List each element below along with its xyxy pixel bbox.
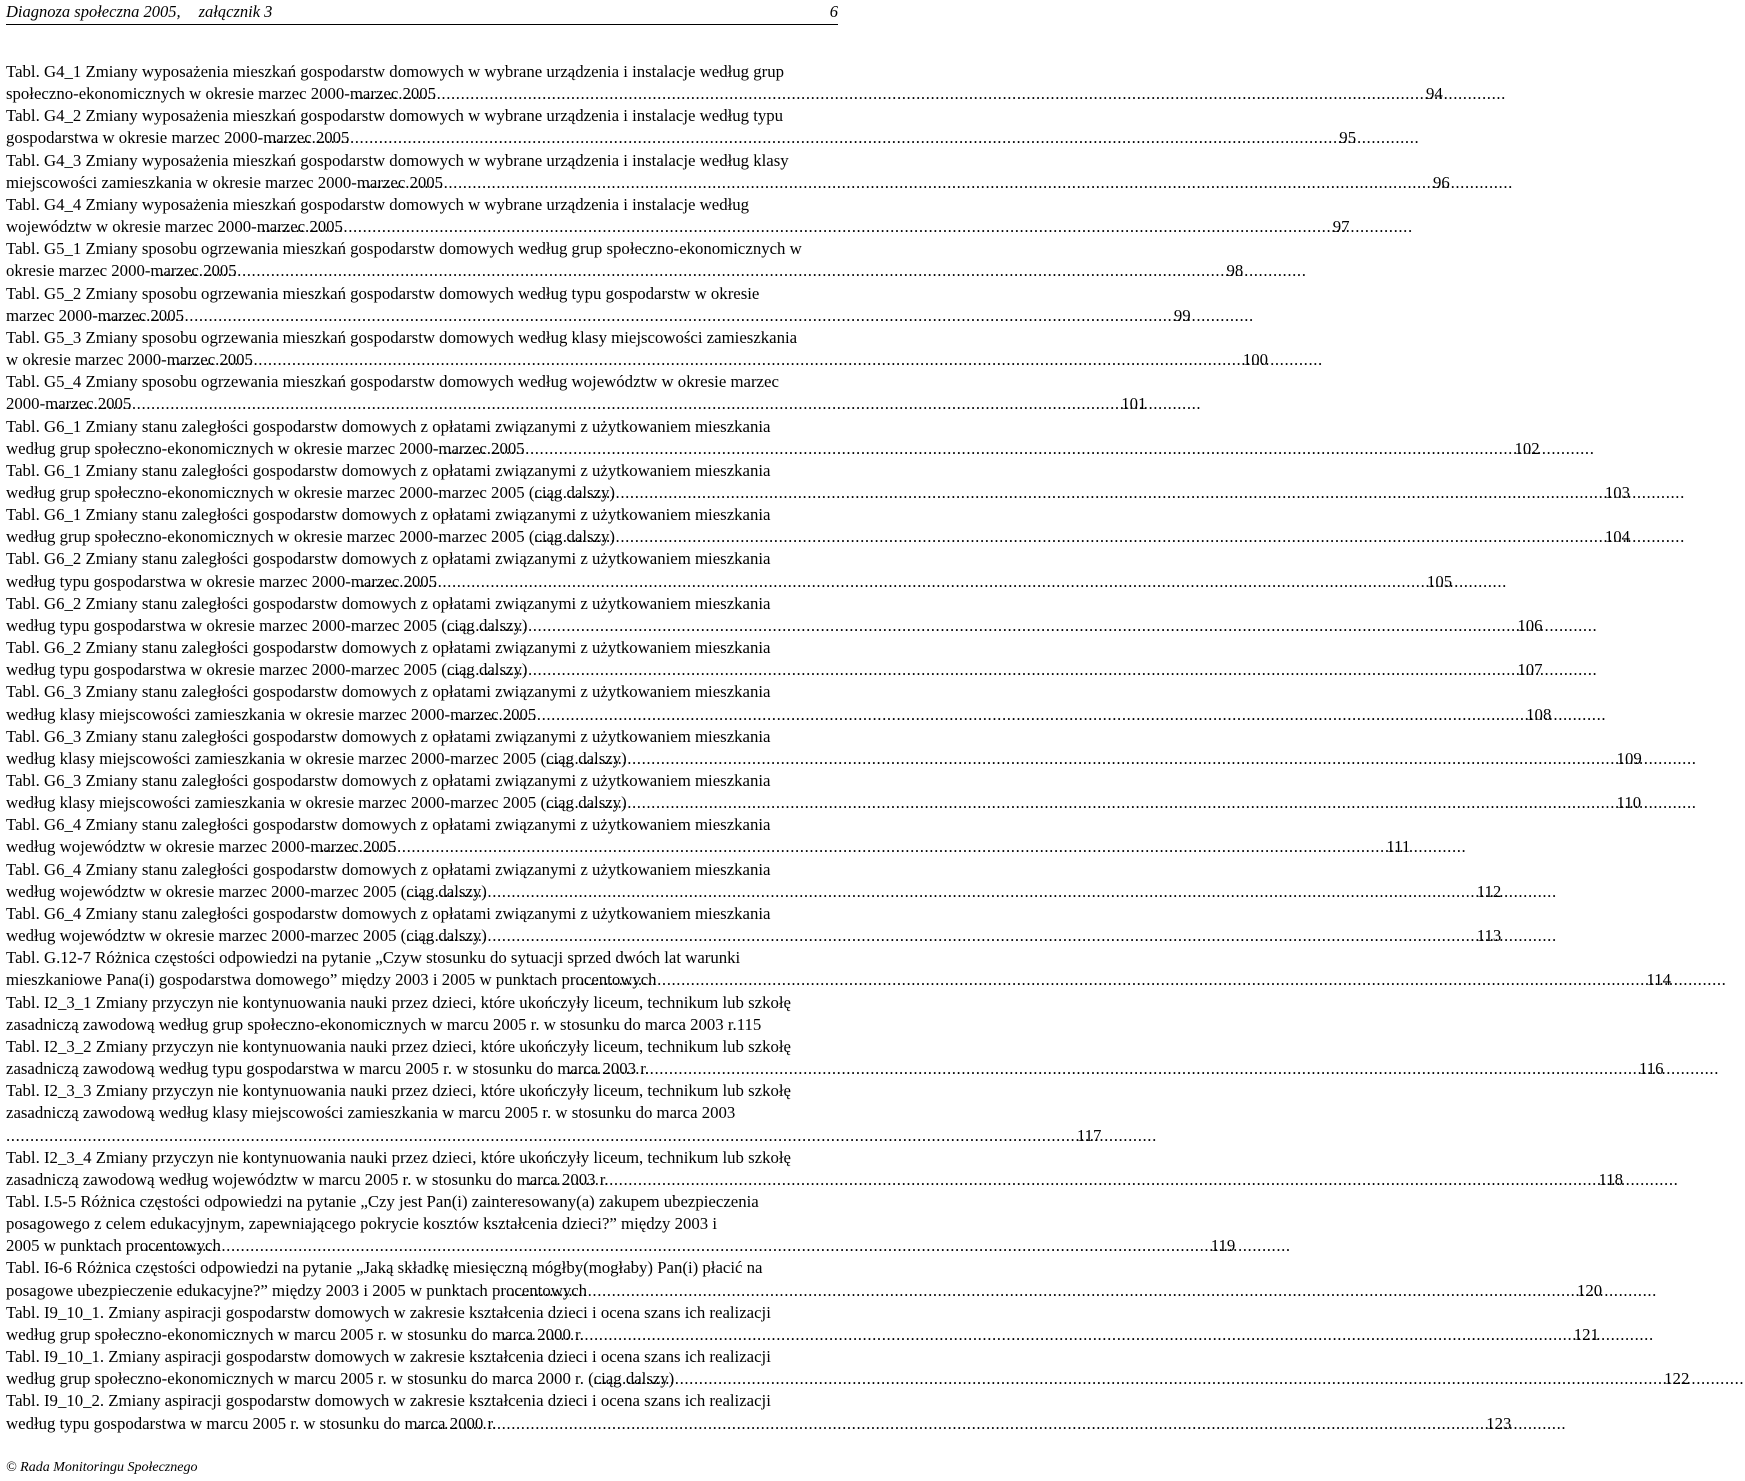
toc-entry-last-line xyxy=(6,1324,1599,1346)
toc-entry[interactable] xyxy=(6,1390,1512,1434)
dot-leader xyxy=(674,1368,1744,1390)
dot-leader xyxy=(253,349,1323,371)
toc-entry-line: Tabl. G4_4 Zmiany wyposażenia mieszkań gospodarstw domowych w wybrane urządzenia i instalacje według xyxy=(6,194,750,214)
toc-entry-last-line xyxy=(6,792,1642,814)
toc-entry[interactable] xyxy=(6,194,1350,238)
toc-entry-line: Tabl. G5_4 Zmiany sposobu ogrzewania mieszkań gospodarstw domowych według województw w okresie marzec xyxy=(6,372,779,392)
toc-entry-line: 2000-marzec 2005 xyxy=(6,394,132,414)
dot-leader xyxy=(443,172,1513,194)
toc-entry-line: według województw w okresie marzec 2000-marzec 2005 (ciąg dalszy) xyxy=(6,881,487,901)
toc-entry[interactable] xyxy=(6,947,1672,991)
toc-entry-line: mieszkaniowe Pana(i) gospodarstwa domowego” między 2003 i 2005 w punktach procentowych xyxy=(6,970,657,990)
dot-leader xyxy=(615,482,1685,504)
toc-entry-line: posagowe ubezpieczenie edukacyjne?” między 2003 i 2005 w punktach procentowych xyxy=(6,1280,588,1300)
toc-entry-last-line xyxy=(6,1368,1690,1390)
toc-entry[interactable] xyxy=(6,327,1268,371)
toc-page-number: 112 xyxy=(1476,881,1502,901)
toc-entry-line: Tabl. G6_2 Zmiany stanu zaległości gospodarstw domowych z opłatami związanymi z użytkowaniem mieszkania xyxy=(6,549,771,569)
toc-entry[interactable] xyxy=(6,770,1642,814)
toc-entry[interactable] xyxy=(6,1346,1690,1390)
toc-entry[interactable] xyxy=(6,814,1411,858)
toc-entry-line: Tabl. I9_10_1. Zmiany aspiracji gospodarstw domowych w zakresie kształcenia dzieci i ocena szans ich realizacji xyxy=(6,1347,771,1367)
toc-entry[interactable] xyxy=(6,726,1642,770)
toc-entry-line: Tabl. G6_3 Zmiany stanu zaległości gospodarstw domowych z opłatami związanymi z użytkowaniem mieszkania xyxy=(6,682,771,702)
toc-page-number: 120 xyxy=(1576,1280,1603,1300)
toc-entry[interactable] xyxy=(6,1080,1102,1146)
toc-entry-last-line xyxy=(6,881,1502,903)
toc-entry-last-line xyxy=(6,615,1543,637)
toc-entry-line: Tabl. G4_1 Zmiany wyposażenia mieszkań gospodarstw domowych w wybrane urządzenia i instalacje według grup xyxy=(6,62,784,81)
toc-page-number: 108 xyxy=(1526,704,1552,724)
toc-entry-last-line xyxy=(6,438,1540,460)
toc-entry-line: według klasy miejscowości zamieszkania w okresie marzec 2000-marzec 2005 (ciąg dalszy) xyxy=(6,793,627,813)
toc-entry-line: miejscowości zamieszkania w okresie marzec 2000-marzec 2005 xyxy=(6,172,444,192)
toc-page-number: 103 xyxy=(1604,482,1631,502)
toc-entry-line: Tabl. G4_3 Zmiany wyposażenia mieszkań gospodarstw domowych w wybrane urządzenia i instalacje według klasy xyxy=(6,150,789,170)
toc-entry-last-line xyxy=(6,1235,1236,1257)
dot-leader xyxy=(343,216,1413,238)
dot-leader xyxy=(525,438,1595,460)
dot-leader xyxy=(536,704,1606,726)
dot-leader xyxy=(627,748,1697,770)
toc-entry-line: Tabl. G5_2 Zmiany sposobu ogrzewania mieszkań gospodarstw domowych według typu gospodarstw w okresie xyxy=(6,283,760,303)
toc-page-number: 95 xyxy=(1339,128,1357,148)
toc-page-number: 98 xyxy=(1226,261,1244,281)
toc-entry-line: zasadniczą zawodową według grup społeczno-ekonomicznych w marcu 2005 r. w stosunku do marca 2003 r.115 xyxy=(6,1014,762,1034)
toc-entry-line: okresie marzec 2000-marzec 2005 xyxy=(6,261,237,281)
toc-page-number: 102 xyxy=(1514,438,1540,458)
dot-leader xyxy=(609,1169,1679,1191)
toc-entry-line: Tabl. G6_1 Zmiany stanu zaległości gospodarstw domowych z opłatami związanymi z użytkowaniem mieszkania xyxy=(6,505,771,525)
toc-entry-last-line xyxy=(6,748,1642,770)
toc-entry-line: według klasy miejscowości zamieszkania w okresie marzec 2000-marzec 2005 xyxy=(6,704,537,724)
toc-entry[interactable] xyxy=(6,992,960,1036)
toc-entry-line: Tabl. I2_3_3 Zmiany przyczyn nie kontynuowania nauki przez dzieci, które ukończyły liceum, technikum lub szkołę xyxy=(6,1081,791,1101)
toc-entry-last-line xyxy=(6,83,1443,105)
toc-entry-line: zasadniczą zawodową według klasy miejscowości zamieszkania w marcu 2005 r. w stosunku do marca 2003 xyxy=(6,1103,736,1123)
toc-page-number: 107 xyxy=(1517,660,1543,680)
toc-entry-line: Tabl. G6_2 Zmiany stanu zaległości gospodarstw domowych z opłatami związanymi z użytkowaniem mieszkania xyxy=(6,593,771,613)
toc-entry-line: Tabl. G5_1 Zmiany sposobu ogrzewania mieszkań gospodarstw domowych według grup społeczno-ekonomicznych w xyxy=(6,239,802,259)
attachment-label: załącznik 3 xyxy=(198,2,273,21)
toc-entry[interactable] xyxy=(6,859,1502,903)
dot-leader xyxy=(221,1235,1291,1257)
toc-page-number: 119 xyxy=(1210,1236,1236,1256)
toc-page-number: 101 xyxy=(1121,394,1147,414)
dot-leader xyxy=(237,260,1307,282)
toc-entry-last-line xyxy=(6,659,1543,681)
toc-page-number: 121 xyxy=(1573,1324,1599,1344)
toc-entry-line: Tabl. G4_2 Zmiany wyposażenia mieszkań gospodarstw domowych w wybrane urządzenia i instalacje według typu xyxy=(6,106,784,126)
toc-entry[interactable] xyxy=(6,371,1147,415)
toc-page-number: 117 xyxy=(1076,1125,1102,1145)
toc-entry-line: Tabl. G5_3 Zmiany sposobu ogrzewania mieszkań gospodarstw domowych według klasy miejscowości zamieszkania xyxy=(6,327,798,347)
dot-leader xyxy=(657,969,1727,991)
toc-entry-line: według typu gospodarstwa w okresie marzec 2000-marzec 2005 xyxy=(6,571,438,591)
toc-page-number: 109 xyxy=(1616,748,1642,768)
toc-entry-line: według grup społeczno-ekonomicznych w marcu 2005 r. w stosunku do marca 2000 r. xyxy=(6,1324,584,1344)
toc-entry[interactable] xyxy=(6,504,1631,548)
dot-leader xyxy=(349,127,1419,149)
toc-entry-line: według województw w okresie marzec 2000-marzec 2005 xyxy=(6,837,397,857)
toc-entry[interactable] xyxy=(6,150,1450,194)
dot-leader xyxy=(131,393,1201,415)
toc-entry[interactable] xyxy=(6,283,1191,327)
page-header xyxy=(6,2,838,25)
toc-entry-line: Tabl. I.5-5 Różnica częstości odpowiedzi na pytanie „Czy jest Pan(i) zainteresowany(a) zakupem ubezpieczenia xyxy=(6,1191,759,1211)
toc-entry-last-line xyxy=(6,305,1191,327)
dot-leader xyxy=(487,881,1557,903)
toc-page-number: 123 xyxy=(1486,1413,1512,1433)
toc-entry-line: Tabl. G6_4 Zmiany stanu zaległości gospodarstw domowych z opłatami związanymi z użytkowaniem mieszkania xyxy=(6,815,771,835)
toc-entry-last-line xyxy=(6,172,1450,194)
dot-leader xyxy=(487,925,1557,947)
toc-entry[interactable] xyxy=(6,593,1543,637)
page-number: 6 xyxy=(829,2,838,21)
toc-entry-last-line xyxy=(87,1125,1102,1147)
toc-entry-last-line xyxy=(6,836,1411,858)
dot-leader xyxy=(184,305,1254,327)
toc-entry[interactable] xyxy=(6,238,1244,282)
toc-entry-last-line xyxy=(6,1280,1603,1302)
toc-entry-line: Tabl. I2_3_4 Zmiany przyczyn nie kontynuowania nauki przez dzieci, które ukończyły liceum, technikum lub szkołę xyxy=(6,1147,791,1167)
toc-page-number: 116 xyxy=(1639,1059,1664,1079)
toc-entry-line: według grup społeczno-ekonomicznych w okresie marzec 2000-marzec 2005 xyxy=(6,438,525,458)
toc-entry-line: posagowego z celem edukacyjnym, zapewniającego pokrycie kosztów kształcenia dzieci?” między 2003 i xyxy=(6,1214,718,1234)
dot-leader xyxy=(496,1413,1566,1435)
toc-page-number: 100 xyxy=(1242,350,1268,370)
toc-entry-line: Tabl. G6_1 Zmiany stanu zaległości gospodarstw domowych z opłatami związanymi z użytkowaniem mieszkania xyxy=(6,416,771,436)
dot-leader xyxy=(649,1058,1719,1080)
toc-entry-last-line xyxy=(6,571,1453,593)
dot-leader xyxy=(615,526,1685,548)
dot-leader xyxy=(87,1125,1157,1147)
toc-entry[interactable] xyxy=(6,105,1357,149)
toc-entry-line: społeczno-ekonomicznych w okresie marzec 2000-marzec 2005 xyxy=(6,84,437,104)
toc-entry-line: Tabl. G6_2 Zmiany stanu zaległości gospodarstw domowych z opłatami związanymi z użytkowaniem mieszkania xyxy=(6,638,771,658)
toc-entry-line: według grup społeczno-ekonomicznych w marcu 2005 r. w stosunku do marca 2000 r. (ciąg dalszy) xyxy=(6,1369,675,1389)
toc-page-number: 99 xyxy=(1173,305,1191,325)
toc-entry-last-line xyxy=(6,1169,1623,1191)
dot-leader xyxy=(627,792,1697,814)
toc-entry-line: Tabl. G6_3 Zmiany stanu zaległości gospodarstw domowych z opłatami związanymi z użytkowaniem mieszkania xyxy=(6,726,771,746)
toc-entry[interactable] xyxy=(6,637,1543,681)
toc-page-number: 114 xyxy=(1646,970,1672,990)
toc-entry-last-line xyxy=(6,969,1672,991)
toc-entry-line: według typu gospodarstwa w okresie marzec 2000-marzec 2005 (ciąg dalszy) xyxy=(6,615,528,635)
toc-entry-line: według typu gospodarstwa w okresie marzec 2000-marzec 2005 (ciąg dalszy) xyxy=(6,660,528,680)
toc-entry[interactable] xyxy=(6,1036,1664,1080)
toc-entry[interactable] xyxy=(6,903,1502,947)
toc-entry-line: 2005 w punktach procentowych xyxy=(6,1236,221,1256)
toc-entry-line: według województw w okresie marzec 2000-marzec 2005 (ciąg dalszy) xyxy=(6,926,487,946)
toc-entry-line: zasadniczą zawodową według typu gospodarstwa w marcu 2005 r. w stosunku do marca 2003 r. xyxy=(6,1059,650,1079)
toc-page-number: 96 xyxy=(1432,172,1450,192)
toc-entry[interactable] xyxy=(6,1147,1623,1191)
toc-entry-last-line xyxy=(6,1058,1664,1080)
toc-entry-last-line xyxy=(6,925,1502,947)
header-title xyxy=(6,2,272,22)
toc-entry-line: województw w okresie marzec 2000-marzec 2005 xyxy=(6,217,343,237)
toc-entry-line: według klasy miejscowości zamieszkania w okresie marzec 2000-marzec 2005 (ciąg dalszy) xyxy=(6,748,627,768)
toc-page-number: 122 xyxy=(1664,1369,1690,1389)
toc-entry-line: marzec 2000-marzec 2005 xyxy=(6,305,184,325)
toc-page-number: 106 xyxy=(1517,615,1543,635)
toc-page-number: 110 xyxy=(1616,793,1642,813)
toc-entry[interactable] xyxy=(6,1191,1236,1257)
toc-entry-last-line xyxy=(6,393,1147,415)
toc-entry-line: zasadniczą zawodową według województw w marcu 2005 r. w stosunku do marca 2003 r. xyxy=(6,1169,609,1189)
document-title: Diagnoza społeczna 2005, xyxy=(6,2,181,21)
toc-entry-line: Tabl. G.12-7 Różnica częstości odpowiedzi na pytanie „Czyw stosunku do sytuacji sprzed dwóch lat warunki xyxy=(6,948,741,968)
toc-entry-line: Tabl. I2_3_1 Zmiany przyczyn nie kontynuowania nauki przez dzieci, które ukończyły liceum, technikum lub szkołę xyxy=(6,992,791,1012)
toc-entry-line: Tabl. I6-6 Różnica częstości odpowiedzi na pytanie „Jaką składkę miesięczną mógłby(mogłaby) Pan(i) płacić na xyxy=(6,1258,763,1278)
toc-entry-line: gospodarstwa w okresie marzec 2000-marzec 2005 xyxy=(6,128,350,148)
dot-leader xyxy=(437,571,1507,593)
toc-entry-line: Tabl. I2_3_2 Zmiany przyczyn nie kontynuowania nauki przez dzieci, które ukończyły liceum, technikum lub szkołę xyxy=(6,1036,791,1056)
toc-page-number: 105 xyxy=(1426,571,1453,591)
toc-entry[interactable] xyxy=(6,61,1443,105)
toc-entry-line: Tabl. I9_10_1. Zmiany aspiracji gospodarstw domowych w zakresie kształcenia dzieci i ocena szans ich realizacji xyxy=(6,1302,771,1322)
toc-entry-last-line xyxy=(6,260,1244,282)
toc-page-number: 94 xyxy=(1425,84,1443,104)
toc-entry-last-line xyxy=(6,349,1268,371)
footer-copyright: © Rada Monitoringu Społecznego xyxy=(6,1460,198,1475)
toc-entry-line: według grup społeczno-ekonomicznych w okresie marzec 2000-marzec 2005 (ciąg dalszy) xyxy=(6,527,616,547)
toc-entry[interactable] xyxy=(6,416,1540,460)
toc-page-number: 104 xyxy=(1604,527,1631,547)
dot-leader xyxy=(527,659,1597,681)
toc-page-number: 118 xyxy=(1598,1169,1623,1189)
toc-page-number: 113 xyxy=(1476,926,1502,946)
dot-leader xyxy=(527,615,1597,637)
toc-entry[interactable] xyxy=(6,1302,1599,1346)
toc-entry-line: Tabl. G6_1 Zmiany stanu zaległości gospodarstw domowych z opłatami związanymi z użytkowaniem mieszkania xyxy=(6,460,771,480)
toc-page-number: 97 xyxy=(1332,217,1350,237)
table-of-contents xyxy=(6,61,1690,1435)
toc-entry-line: Tabl. G6_4 Zmiany stanu zaległości gospodarstw domowych z opłatami związanymi z użytkowaniem mieszkania xyxy=(6,903,771,923)
toc-entry[interactable] xyxy=(6,1257,1603,1301)
toc-entry-line: według grup społeczno-ekonomicznych w okresie marzec 2000-marzec 2005 (ciąg dalszy) xyxy=(6,482,616,502)
toc-entry[interactable] xyxy=(6,548,1453,592)
toc-entry[interactable] xyxy=(6,681,1552,725)
toc-entry-line: w okresie marzec 2000-marzec 2005 xyxy=(6,350,253,370)
toc-entry-line: Tabl. G6_4 Zmiany stanu zaległości gospodarstw domowych z opłatami związanymi z użytkowaniem mieszkania xyxy=(6,859,771,879)
dot-leader xyxy=(436,83,1506,105)
toc-entry-line: Tabl. G6_3 Zmiany stanu zaległości gospodarstw domowych z opłatami związanymi z użytkowaniem mieszkania xyxy=(6,771,771,790)
toc-entry-last-line xyxy=(6,704,1552,726)
toc-entry-last-line xyxy=(6,216,1350,238)
toc-page-number: 111 xyxy=(1386,837,1411,857)
dot-leader xyxy=(396,836,1466,858)
toc-entry[interactable] xyxy=(6,460,1631,504)
dot-leader xyxy=(584,1324,1654,1346)
toc-entry-last-line xyxy=(6,1413,1512,1435)
toc-entry-last-line xyxy=(6,1014,1041,1036)
toc-entry-last-line xyxy=(6,526,1631,548)
toc-entry-line: Tabl. I9_10_2. Zmiany aspiracji gospodarstw domowych w zakresie kształcenia dzieci i ocena szans ich realizacji xyxy=(6,1391,771,1411)
toc-entry-last-line xyxy=(6,482,1631,504)
toc-entry-line: według typu gospodarstwa w marcu 2005 r. w stosunku do marca 2000 r. xyxy=(6,1413,497,1433)
dot-leader xyxy=(587,1280,1657,1302)
toc-entry-last-line xyxy=(6,127,1357,149)
